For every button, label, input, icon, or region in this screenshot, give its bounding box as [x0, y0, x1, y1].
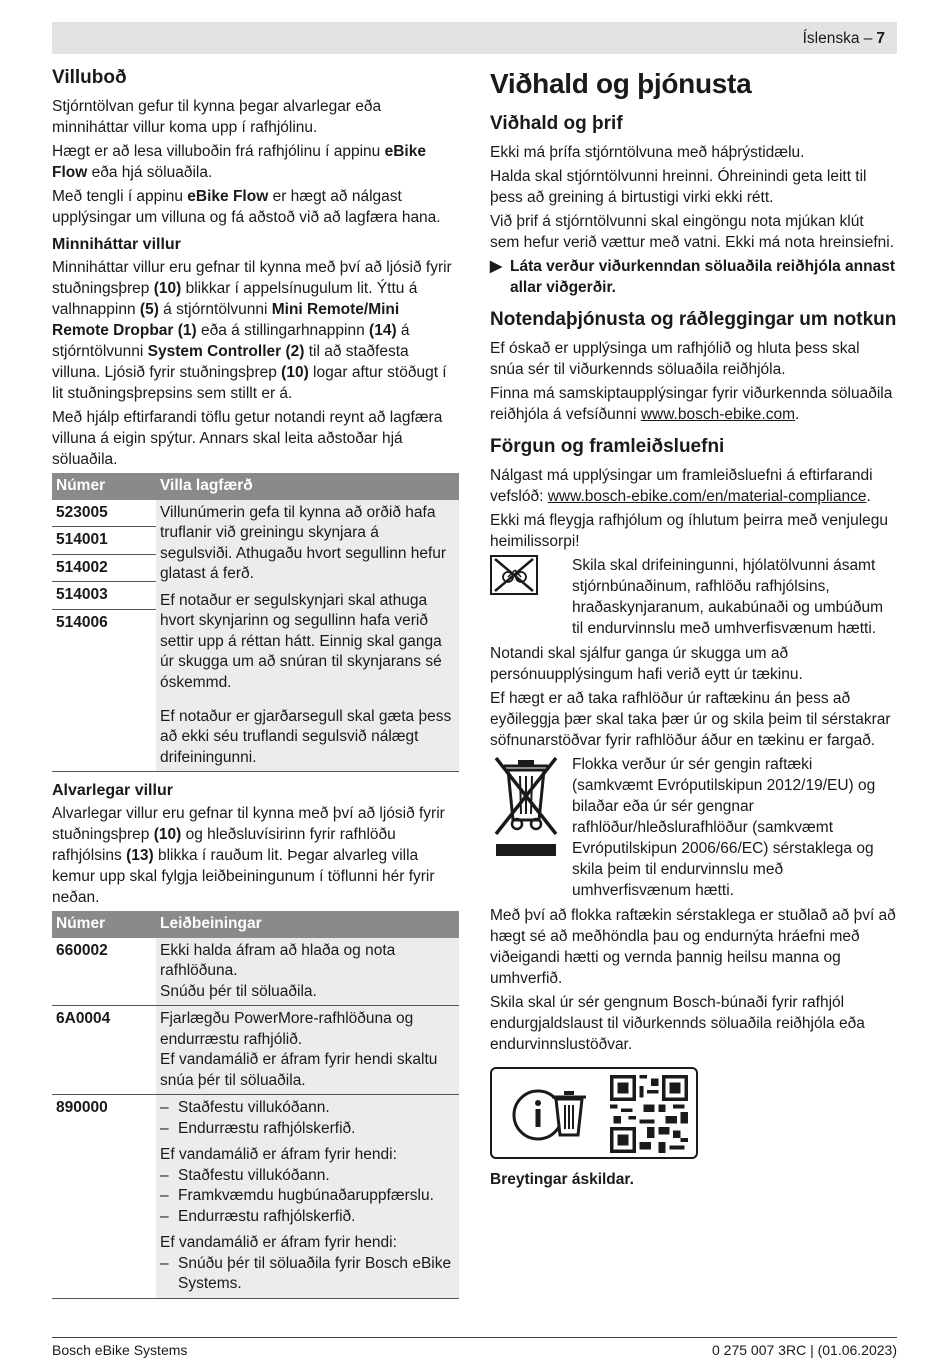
paragraph: Við þrif á stjórntölvunni skal eingöngu nota mjúkan klút sem hefur verið vættur með vatni. Ekki má nota hreinsiefni.	[490, 213, 895, 251]
footer-doc-id: 0 275 007 3RC | (01.06.2023)	[712, 1342, 897, 1358]
column-header: Númer	[52, 473, 156, 500]
instruction-line: Ef vandamálið er áfram fyrir hendi skaltu snúa þér til söluaðila.	[160, 1051, 438, 1089]
error-code: 6A0004	[52, 1006, 156, 1095]
subheading-severe-errors: Alvarlegar villur	[52, 782, 173, 799]
paragraph: Hægt er að lesa villuboðin frá rafhjólinu í appinu eBike Flow eða hjá söluaðila.	[52, 143, 426, 181]
closing-note: Breytingar áskildar.	[490, 1171, 634, 1188]
paragraph: Notandi skal sjálfur ganga úr skugga um að persónuupplýsingum hafi verið eytt úr tækinu.	[490, 645, 803, 683]
error-code: 890000	[52, 1095, 156, 1299]
table-row	[52, 938, 459, 1006]
paragraph-text: Finna má samskiptaupplýsingar fyrir viðurkennda söluaðila reiðhjóla á vefsíðunni	[490, 385, 893, 423]
header-language: Íslenska –	[802, 29, 873, 47]
minor-errors-table	[52, 473, 459, 772]
severe-errors-table	[52, 911, 459, 1299]
footer-brand: Bosch eBike Systems	[52, 1342, 188, 1358]
subheading-disposal: Förgun og framleiðsluefni	[490, 436, 725, 457]
instruction-step: Snúðu þér til söluaðila fyrir Bosch eBike Systems.	[178, 1254, 452, 1292]
instruction-line: Ekki halda áfram að hlaða og nota rafhlöðuna.	[160, 941, 396, 979]
remedy-text: Ef notaður er segulskynjari skal athuga hvort skynjarinn og segullinn hafa verið settir upp á réttan hátt. Einnig skal ganga úr skugga um að snúran til skynjarans sé óskemmd.	[160, 591, 442, 691]
column-header: Númer	[52, 911, 156, 938]
material-compliance-link[interactable]: www.bosch-ebike.com/en/material-compliance	[547, 488, 867, 505]
instruction-step: Endurræstu rafhjólskerfið.	[178, 1119, 356, 1137]
remedy-cell	[156, 500, 459, 704]
instructions-cell	[156, 1006, 459, 1095]
instruction-step: Endurræstu rafhjólskerfið.	[178, 1207, 356, 1225]
notice-text: Flokka verður úr sér gengin raftæki (samkvæmt Evróputilskipun 2012/19/EU) og bilaðar eða úr sér gengnar rafhlöður/hleðslurafhlöður (samkvæmt Evróputilskipun 2006/66/EC) sérstaklega og skila þeim til endurvinnslu með umhverfisvænum hætti.	[572, 756, 876, 899]
crossed-out-bin-icon	[490, 754, 572, 868]
household-waste-notice	[490, 555, 897, 639]
left-column	[52, 66, 459, 1307]
recycling-info-box	[490, 1067, 698, 1159]
instruction-step: Staðfestu villukóðann.	[178, 1099, 330, 1116]
paragraph: Nálgast má upplýsingar um framleiðsluefni á eftirfarandi vefslóð: www.bosch-ebike.com/en/material-compliance.	[490, 467, 873, 505]
paragraph: Ekki má þrífa stjórntölvuna með háþrýstidælu.	[490, 144, 805, 161]
remedy-text: Ef notaður er gjarðarsegull skal gæta þess að ekki séu truflandi segulsvið nálægt drifeiningunni.	[156, 704, 459, 772]
paragraph: Með því að flokka raftækin sérstaklega er stuðlað að því að hægt sé að meðhöndla þau og endurnýta hráefni með viðeigandi hætti og vernda þannig heilsu manna og umhverfið.	[490, 907, 896, 987]
paragraph: Halda skal stjórntölvunni hreinni. Óhreinindi geta leitt til þess að greining á birtustigi virki ekki rétt.	[490, 168, 867, 206]
section-title-maintenance-service: Viðhald og þjónusta	[490, 68, 752, 99]
error-code: 660002	[52, 938, 156, 1006]
table-row	[52, 1095, 459, 1299]
instruction-line: Snúðu þér til söluaðila.	[160, 982, 317, 1000]
paragraph: Ekki má fleygja rafhjólum og íhlutum þeirra með venjulegu heimilissorpi!	[490, 512, 889, 550]
error-code: 514001	[52, 527, 156, 555]
website-link[interactable]: www.bosch-ebike.com	[640, 406, 796, 423]
no-household-waste-icon	[490, 555, 572, 601]
subheading-customer-service: Notendaþjónusta og ráðleggingar um notkun	[490, 309, 897, 330]
paragraph: Með tengli í appinu eBike Flow er hægt að nálgast upplýsingar um villuna og fá aðstoð við að lagfæra hana.	[52, 188, 441, 226]
paragraph: Ef óskað er upplýsinga um rafhjólið og hluta þess skal snúa sér til viðurkennds söluaðila reiðhjóla.	[490, 340, 860, 378]
subheading-maintenance-cleaning: Viðhald og þrif	[490, 113, 623, 134]
qr-code-icon[interactable]	[610, 1075, 688, 1159]
page-header	[52, 22, 897, 54]
error-code: 514006	[52, 609, 156, 704]
column-header: Villa lagfærð	[156, 473, 459, 500]
paragraph: Stjórntölvan gefur til kynna þegar alvarlegar eða minniháttar villur koma upp í rafhjólinu.	[52, 98, 382, 136]
instruction-line: Fjarlægðu PowerMore-rafhlöðuna og endurræstu rafhjólið.	[160, 1010, 414, 1048]
table-row	[52, 1006, 459, 1095]
triangle-right-icon: ▶	[490, 258, 502, 275]
instruction-step: Staðfestu villukóðann.	[178, 1166, 330, 1184]
error-code: 514002	[52, 554, 156, 582]
column-header: Leiðbeiningar	[156, 911, 459, 938]
info-trash-icon	[510, 1083, 590, 1149]
instruction-bullet	[490, 256, 897, 298]
instructions-cell	[156, 938, 459, 1006]
page-number: 7	[876, 29, 885, 47]
page-footer	[52, 1337, 897, 1361]
paragraph: Með hjálp eftirfarandi töflu getur notandi reynt að lagfæra villuna á eigin spýtur. Annars skal leita aðstoðar hjá söluaðila.	[52, 409, 443, 468]
paragraph: Minniháttar villur eru gefnar til kynna með því að ljósið fyrir stuðningsþrep (10) blikkar í appelsínugulum lit. Ýttu á valhnappinn (5) á stjórntölvunni Mini Remote/Mini Remote Dropbar (1) eða á stillingarhnappinn (14) á stjórntölvunni System Controller (2) til að staðfesta villuna. Ljósið fyrir stuðningsþrep (10) logar aftur stöðugt í lit stuðningsþrepsins sem stillt er á.	[52, 259, 452, 402]
right-column	[490, 66, 897, 1193]
empty-cell	[52, 704, 156, 772]
bullet-text: Láta verður viðurkenndan söluaðila reiðhjóla annast allar viðgerðir.	[510, 258, 896, 296]
remedy-text: Villunúmerin gefa til kynna að orðið hafa truflanir við greiningu skynjara á segulsviði. Athugaðu hvort segullinn hefur glatast á ferð.	[160, 503, 447, 582]
instructions-cell: – Staðfestu villukóðann. – Endurræstu rafhjólskerfið. Ef vandamálið er áfram fyrir hendi: – Staðfestu villukóðann. – Framkvæmdu hugbúnaðaruppfærslu. – Endurræstu rafhjólskerfið. Ef vandamálið er áfram fyrir hendi: – Snúðu þér til söluaðila fyrir Bosch eBike Systems.	[156, 1095, 459, 1299]
notice-text: Skila skal drifeiningunni, hjólatölvunni ásamt stjórnbúnaðinum, rafhlöðu rafhjólsins, hraðaskynjaranum, aukabúnaði og umbúðum til endurvinnslu með umhverfisvænum hætti.	[572, 557, 884, 637]
paragraph: Skila skal úr sér gengnum Bosch-búnaði fyrir rafhjól endurgjaldslaust til viðurkennds söluaðila reiðhjóla eða endurvinnslustöðvar.	[490, 994, 865, 1053]
paragraph-text: Nálgast má upplýsingar um framleiðsluefni á eftirfarandi vefslóð:	[490, 467, 873, 505]
weee-notice	[490, 754, 897, 901]
instruction-step: Framkvæmdu hugbúnaðaruppfærslu.	[178, 1187, 434, 1204]
subheading-minor-errors: Minniháttar villur	[52, 236, 181, 253]
paragraph: Alvarlegar villur eru gefnar til kynna með því að ljósið fyrir stuðningsþrep (10) og hleðsluvísirinn fyrir rafhlöðu rafhjólsins (13) blikka í rauðum lit. Þegar alvarleg villa kemur upp skal fylgja leiðbeiningunum í töflunni hér fyrir neðan.	[52, 805, 445, 906]
section-title-error-messages: Villuboð	[52, 67, 127, 88]
instruction-intro: Ef vandamálið er áfram fyrir hendi:	[160, 1146, 397, 1163]
paragraph: Ef hægt er að taka rafhlöður úr raftækinu án þess að eyðileggja þær skal taka þær úr og skila þeim til sérstakrar söfnunarstöðvar fyrir rafhlöður áður en tækinu er fargað.	[490, 690, 891, 749]
error-code: 514003	[52, 582, 156, 610]
error-code: 523005	[52, 500, 156, 527]
instruction-intro: Ef vandamálið er áfram fyrir hendi:	[160, 1234, 397, 1251]
paragraph: Finna má samskiptaupplýsingar fyrir viðurkennda söluaðila reiðhjóla á vefsíðunni www.bosch-ebike.com.	[490, 385, 893, 423]
